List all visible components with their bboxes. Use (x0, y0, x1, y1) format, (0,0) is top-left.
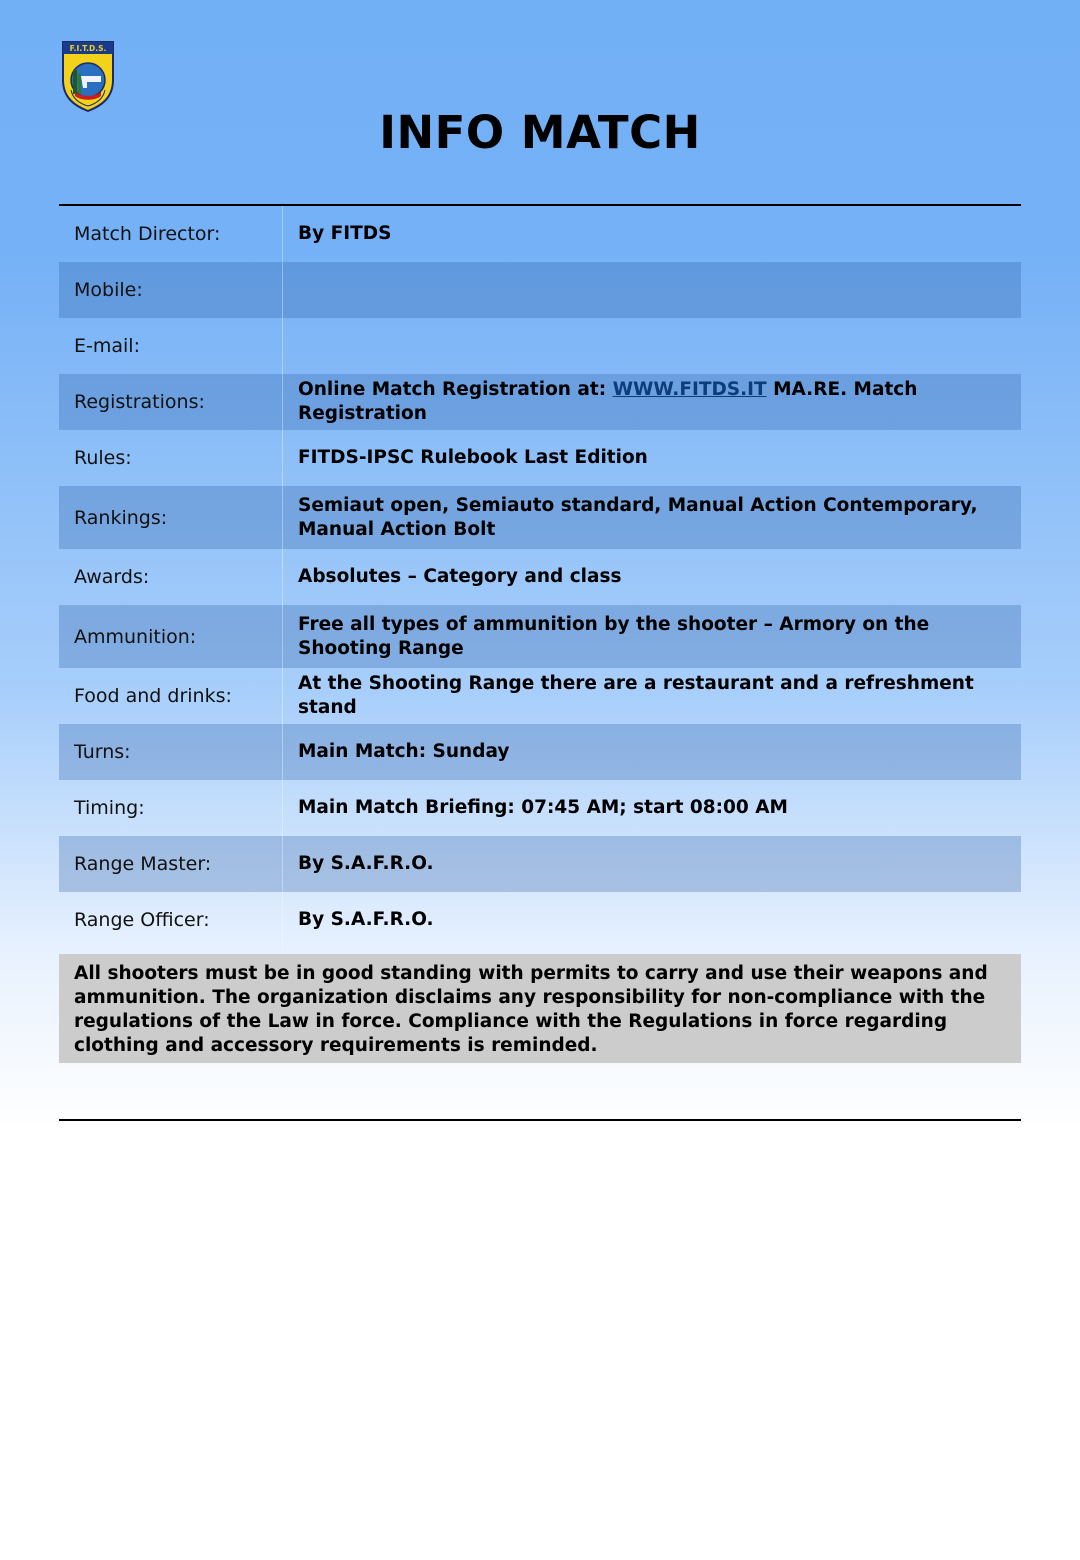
row-label: Match Director: (59, 206, 283, 262)
row-value: By S.A.F.R.O. (283, 836, 1022, 892)
table-row (59, 262, 1021, 318)
row-label: Mobile: (59, 262, 283, 318)
row-label: Turns: (59, 724, 283, 780)
svg-text:F.I.T.D.S.: F.I.T.D.S. (69, 44, 107, 53)
registration-text: Online Match Registration at: (298, 379, 613, 400)
row-label: E-mail: (59, 318, 283, 374)
table-row (59, 892, 1021, 948)
table-row (59, 549, 1021, 605)
table-row (59, 836, 1021, 892)
row-value: Free all types of ammunition by the shooter – Armory on the Shooting Range (283, 605, 1022, 668)
table-row (59, 374, 1021, 430)
row-label: Ammunition: (59, 605, 283, 668)
fitds-website-link[interactable]: WWW.FITDS.IT (612, 379, 767, 400)
table-row (59, 605, 1021, 668)
row-value: Main Match Briefing: 07:45 AM; start 08:00 AM (298, 797, 788, 818)
row-value: By S.A.F.R.O. (298, 909, 434, 930)
table-row (59, 724, 1021, 780)
row-value: At the Shooting Range there are a restaurant and a refreshment stand (298, 673, 974, 718)
row-value (283, 262, 1022, 318)
table-row (59, 486, 1021, 549)
row-value: Absolutes – Category and class (298, 566, 622, 587)
table-row (59, 206, 1021, 262)
bottom-divider (59, 1119, 1021, 1121)
row-label: Timing: (59, 780, 283, 836)
fitds-logo (61, 40, 115, 112)
row-label: Registrations: (59, 374, 283, 430)
row-value (283, 374, 1022, 430)
row-value: By FITDS (298, 223, 392, 244)
row-value: Semiaut open, Semiauto standard, Manual Action Contemporary, Manual Action Bolt (283, 486, 1022, 549)
row-label: Rankings: (59, 486, 283, 549)
row-value (283, 318, 1022, 374)
row-label: Range Officer: (59, 892, 283, 948)
table-row (59, 318, 1021, 374)
row-label: Range Master: (59, 836, 283, 892)
table-row (59, 430, 1021, 486)
page-title: INFO MATCH (379, 106, 701, 159)
info-table (59, 206, 1021, 948)
row-value: FITDS-IPSC Rulebook Last Edition (298, 447, 648, 468)
row-label: Awards: (59, 549, 283, 605)
table-row (59, 668, 1021, 724)
table-row (59, 780, 1021, 836)
registration-suffix: MA.RE. Match Registration (298, 379, 918, 424)
row-label: Rules: (59, 430, 283, 486)
row-label: Food and drinks: (59, 668, 283, 724)
row-value: Main Match: Sunday (283, 724, 1022, 780)
disclaimer-note: All shooters must be in good standing with permits to carry and use their weapons and ammunition. The organization disclaims any responsibility for non-compliance with the regulations of the Law in force. Compliance with the Regulations in force regarding clothing and accessory requirements is reminded. (59, 954, 1021, 1063)
